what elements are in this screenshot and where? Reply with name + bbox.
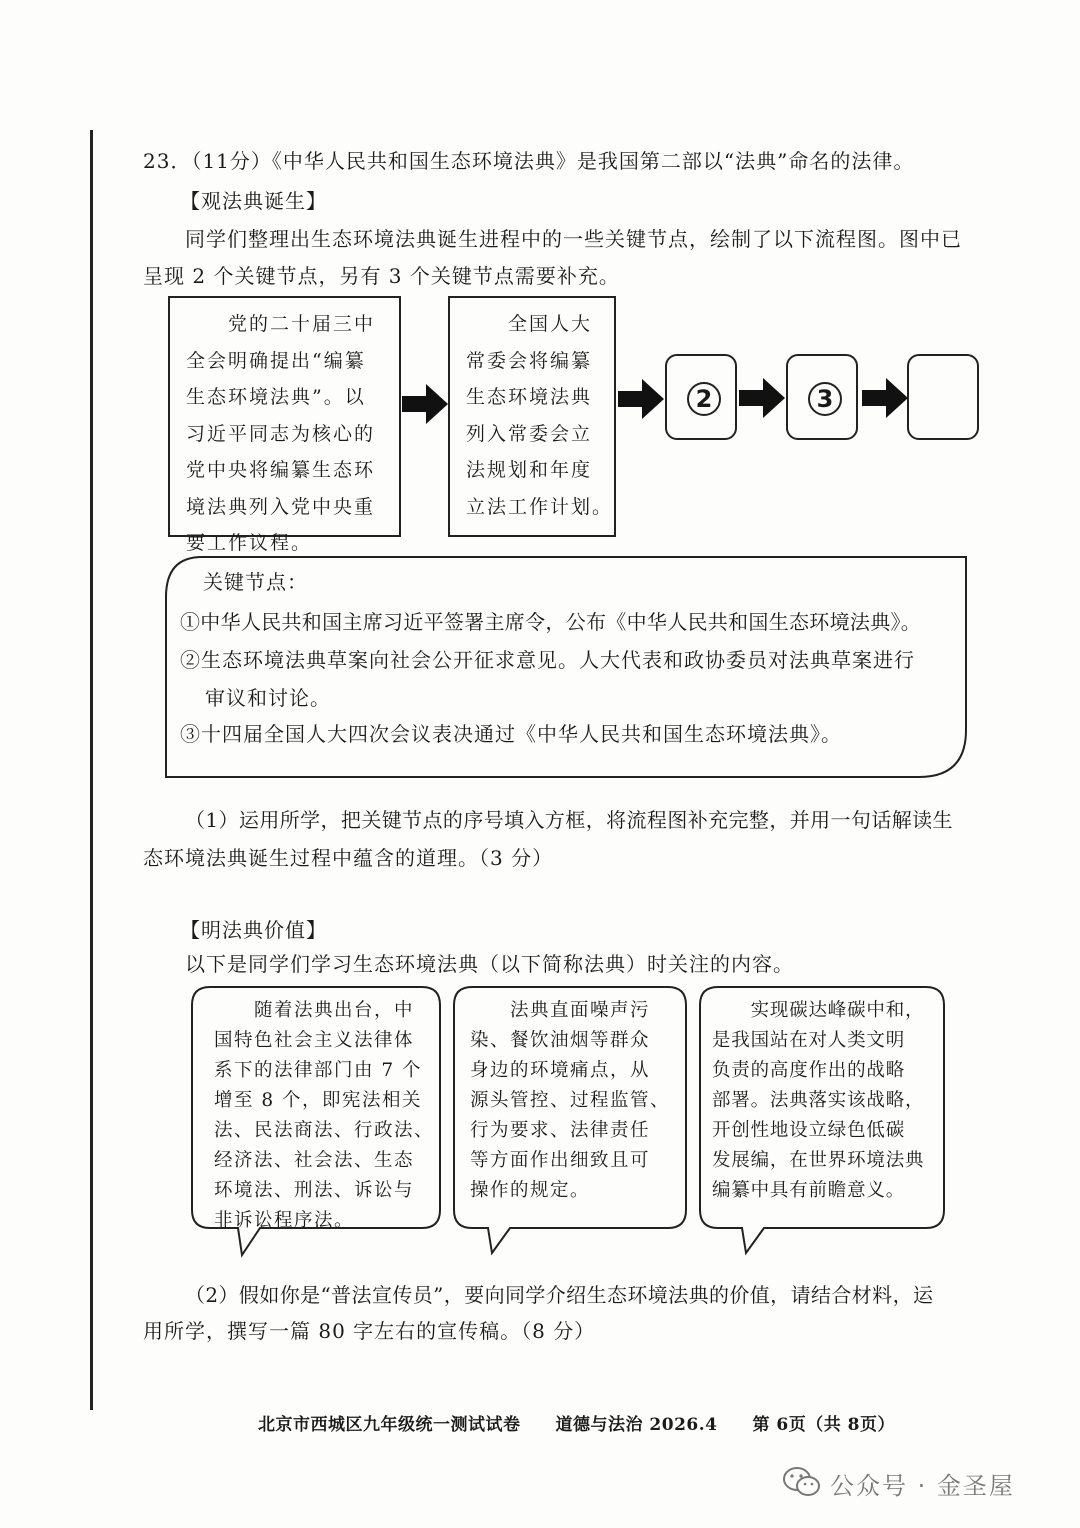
key-node-item-3: ③十四届全国人大四次会议表决通过《中华人民共和国生态环境法典》。 (180, 722, 842, 746)
flow-box-3-blank[interactable] (665, 354, 737, 440)
key-nodes-title: 关键节点： (203, 570, 308, 594)
watermark-text: 公众号 · 金圣屋 (830, 1472, 1015, 1500)
key-node-item-1: ①中华人民共和国主席习近平签署主席令，公布《中华人民共和国生态环境法典》。 (180, 610, 922, 634)
section2-heading: 【明法典价值】 (180, 918, 327, 942)
section1-heading: 【观法典诞生】 (180, 189, 327, 213)
section2-intro: 以下是同学们学习生态环境法典（以下简称法典）时关注的内容。 (185, 952, 794, 976)
bubble-1-text: 随着法典出台，中 国特色社会主义法律体 系下的法律部门由 7 个 增至 8 个，即宪法相关 法、民法商法、行政法、 经济法、社会法、生态 环境法、刑法、诉讼与 非诉讼程序法。 (214, 1000, 435, 1231)
section1-text-line1: 同学们整理出生态环境法典诞生进程中的一些关键节点，绘制了以下流程图。图中已 (185, 227, 962, 251)
sub-question-1-line1: （1）运用所学，把关键节点的序号填入方框，将流程图补充完整，并用一句话解读生 (185, 808, 953, 832)
flow-arrow-1 (402, 384, 448, 424)
flow-box-1-text: 党的二十届三中 全会明确提出“编纂 生态环境法典”。以 习近平同志为核心的 党中央将编纂生态环 境法典列入党中央重 要工作议程。 (186, 313, 376, 554)
sub-question-1-line2: 态环境法典诞生过程中蕴含的道理。（3 分） (143, 846, 554, 870)
flow-arrow-2 (618, 379, 664, 419)
sub-question-2-line1: （2）假如你是“普法宣传员”，要向同学介绍生态环境法典的价值，请结合材料，运 (185, 1283, 934, 1307)
wechat-icon (782, 1465, 822, 1499)
page-footer: 北京市西城区九年级统一测试试卷 道德与法治 2026.4 第 6页（共 8页） (258, 1415, 895, 1435)
section1-text-line2: 呈现 2 个关键节点，另有 3 个关键节点需要补充。 (143, 264, 620, 288)
flow-arrow-3 (739, 378, 785, 418)
sub-question-2-line2: 用所学，撰写一篇 80 字左右的宣传稿。（8 分） (143, 1319, 596, 1343)
handwritten-answer-3: 3 (808, 382, 842, 416)
bubble-2-text: 法典直面噪声污 染、餐饮油烟等群众 身边的环境痛点，从 源头管控、过程监管、 行为要求、法律责任 等方面作出细致且可 操作的规定。 (470, 1000, 671, 1201)
flow-arrow-4 (862, 378, 908, 418)
flow-box-4-blank[interactable] (786, 354, 858, 440)
binding-margin-line (90, 130, 93, 1410)
key-node-item-2-line2: 审议和讨论。 (205, 686, 331, 710)
flow-box-1 (168, 296, 401, 554)
key-node-item-2-line1: ②生态环境法典草案向社会公开征求意见。人大代表和政协委员对法典草案进行 (180, 648, 915, 672)
flow-box-2-text: 全国人大 常委会将编纂 生态环境法典 列入常委会立 法规划和年度 立法工作计划。 (466, 313, 614, 518)
handwritten-answer-2: 2 (687, 382, 721, 416)
question-intro: 23．（11分）《中华人民共和国生态环境法典》是我国第二部以“法典”命名的法律。 (143, 149, 915, 173)
flow-box-5-blank[interactable] (907, 354, 979, 440)
bubble-3-text: 实现碳达峰碳中和， 是我国站在对人类文明 负责的高度作出的战略 部署。法典落实该战略， 开创性地设立绿色低碳 发展编，在世界环境法典 编纂中具有前瞻意义。 (712, 1000, 925, 1201)
flow-box-2 (448, 296, 616, 537)
